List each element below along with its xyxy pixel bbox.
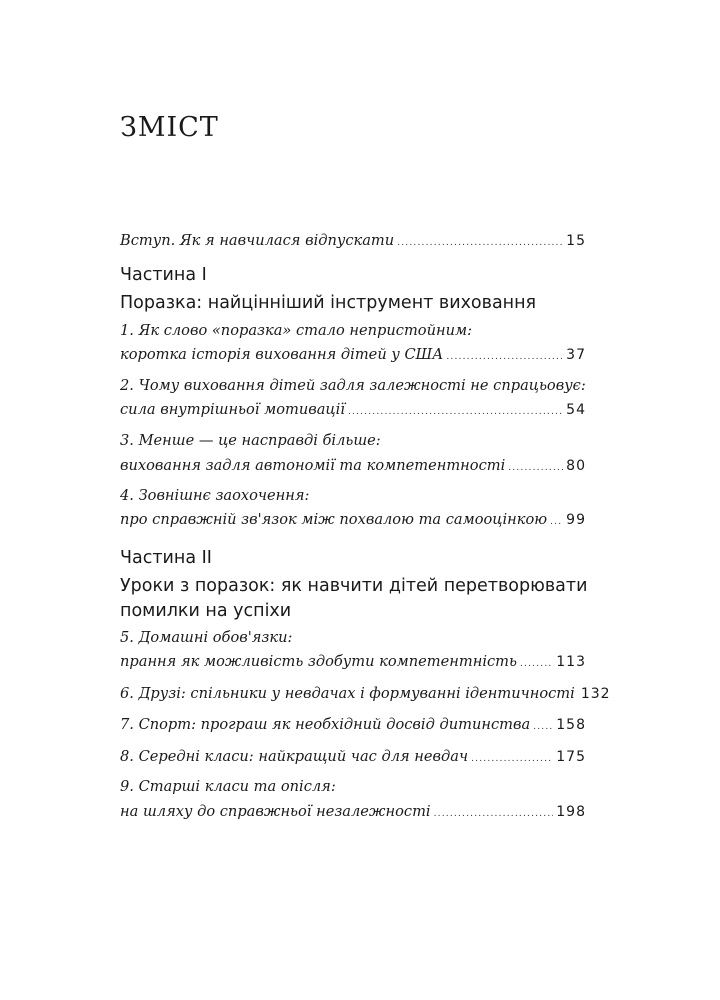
entry-title: 8. Середні класи: найкращий час для невдач: [120, 748, 469, 765]
part-2-title-line2: помилки на успіхи: [120, 601, 292, 621]
entry-title: прання як можливість здобути компетентність: [120, 653, 517, 670]
part-2-label: Частина II: [120, 548, 212, 568]
entry-title: Вступ. Як я навчилася відпускати: [120, 232, 395, 249]
page-number: 37: [566, 347, 586, 363]
page-title: ЗМІСТ: [120, 112, 219, 143]
entry-title: 7. Спорт: програш як необхідний досвід дитинства: [120, 716, 531, 733]
chapter-2-line1: 2. Чому виховання дітей задля залежності не спрацьовує:: [120, 377, 586, 394]
toc-entry-chapter-8[interactable]: [120, 746, 586, 768]
page-number: 80: [566, 458, 586, 474]
part-2-title-line1: Уроки з поразок: як навчити дітей перетворювати: [120, 576, 588, 596]
page-number: 113: [556, 654, 586, 670]
toc-entry-chapter-7[interactable]: [120, 714, 586, 736]
part-1-title: Поразка: найцінніший інструмент виховання: [120, 293, 537, 313]
toc-entry-intro[interactable]: [120, 230, 586, 252]
chapter-4-line1: 4. Зовнішнє заохочення:: [120, 487, 310, 504]
page-number: 54: [566, 402, 586, 418]
entry-title: виховання задля автономії та компетентності: [120, 457, 506, 474]
toc-entry-chapter-3[interactable]: [120, 455, 586, 477]
dot-leader: [550, 511, 563, 533]
page-number: 132: [580, 686, 611, 702]
toc-entry-chapter-2[interactable]: [120, 399, 586, 421]
page-number: 158: [556, 717, 586, 733]
dot-leader: [520, 653, 553, 675]
entry-title: 6. Друзі: спільники у невдачах і формуванні ідентичності: [120, 685, 575, 702]
entry-title: на шляху до справжньої незалежності: [120, 803, 431, 820]
toc-entry-chapter-5[interactable]: [120, 651, 586, 673]
toc-entry-chapter-6[interactable]: [120, 683, 611, 705]
page-number: 198: [556, 804, 586, 820]
page-number: 175: [556, 749, 586, 765]
chapter-9-line1: 9. Старші класи та опісля:: [120, 778, 336, 795]
dot-leader: [434, 803, 554, 825]
part-1-label: Частина I: [120, 265, 207, 285]
dot-leader: [397, 232, 563, 254]
toc-entry-chapter-9[interactable]: [120, 801, 586, 823]
chapter-3-line1: 3. Менше — це насправді більше:: [120, 432, 381, 449]
entry-title: коротка історія виховання дітей у США: [120, 346, 444, 363]
entry-title: про справжній зв'язок між похвалою та самооцінкою: [120, 511, 548, 528]
page-number: 99: [566, 512, 586, 528]
dot-leader: [508, 457, 563, 479]
dot-leader: [348, 401, 563, 423]
entry-title: сила внутрішньої мотивації: [120, 401, 345, 418]
page-number: 15: [566, 233, 586, 249]
toc-entry-chapter-1[interactable]: [120, 344, 586, 366]
dot-leader: [471, 748, 553, 770]
chapter-1-line1: 1. Як слово «поразка» стало непристойним:: [120, 322, 473, 339]
chapter-5-line1: 5. Домашні обов'язки:: [120, 629, 293, 646]
toc-entry-chapter-4[interactable]: [120, 509, 586, 531]
dot-leader: [446, 346, 563, 368]
dot-leader: [533, 716, 553, 738]
